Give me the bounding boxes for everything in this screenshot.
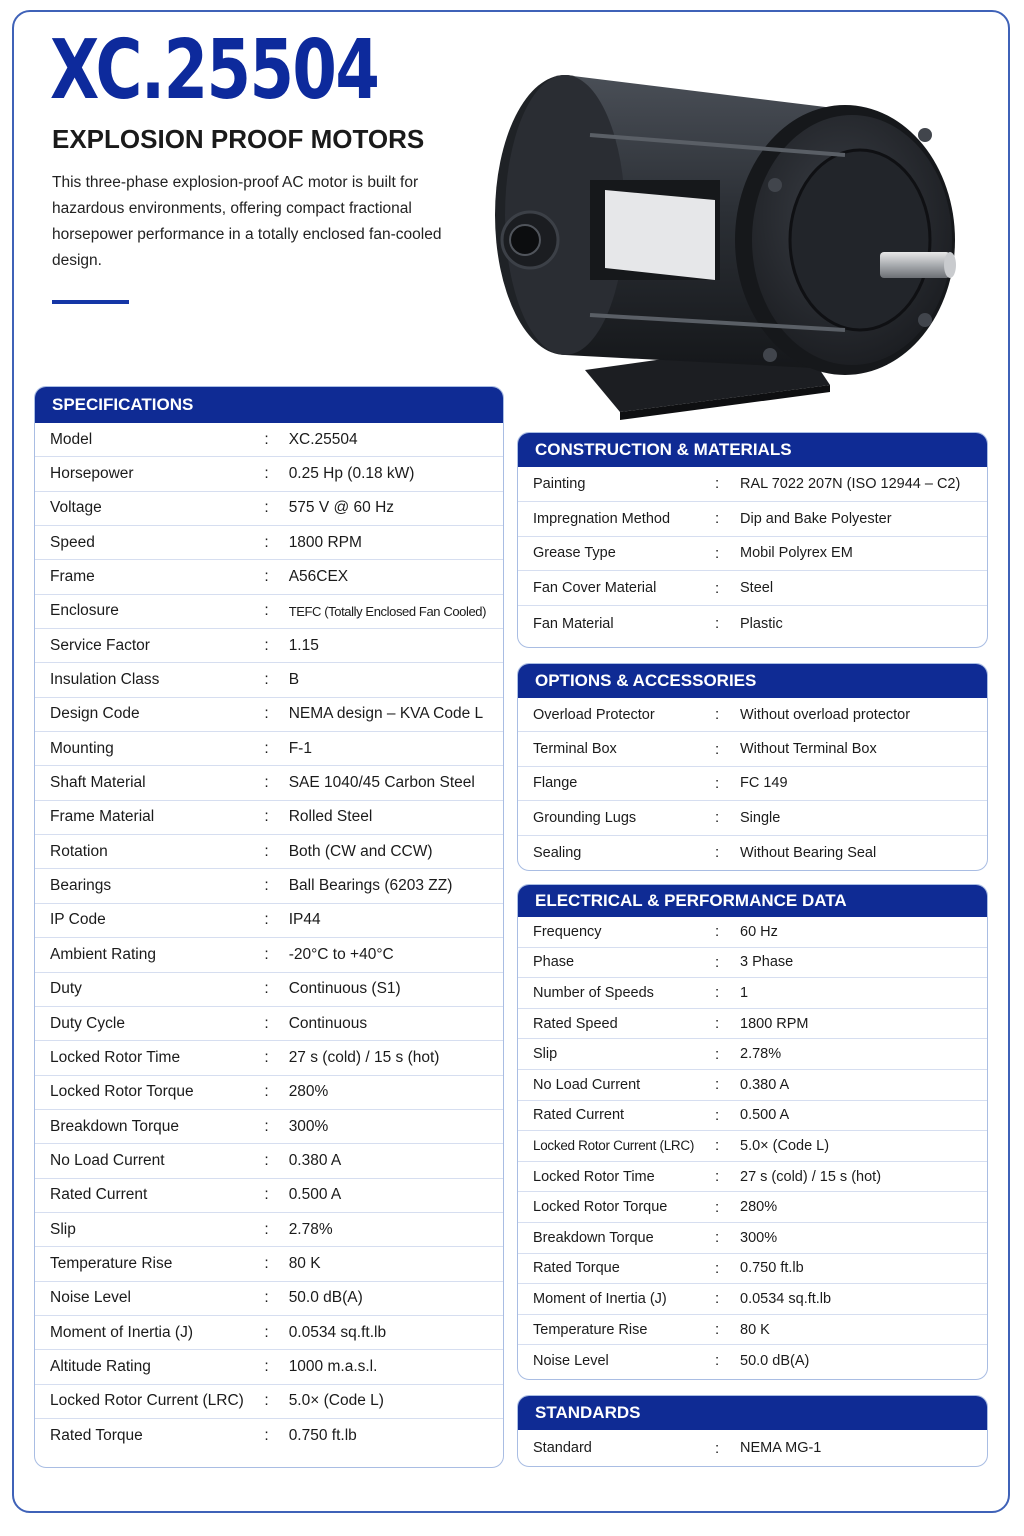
spec-value: 0.500 A xyxy=(740,1107,790,1124)
spec-value: 2.78% xyxy=(288,1220,333,1238)
spec-value: 27 s (cold) / 15 s (hot) xyxy=(740,1168,882,1185)
spec-value: 1 xyxy=(740,984,749,1001)
spec-row xyxy=(518,1284,987,1315)
spec-row xyxy=(35,1007,503,1041)
spec-label: Slip xyxy=(50,1220,76,1238)
standards-header: STANDARDS xyxy=(518,1396,987,1430)
spec-label: Fan Cover Material xyxy=(533,580,657,597)
spec-row xyxy=(35,1144,503,1178)
spec-value: 3 Phase xyxy=(740,954,794,971)
spec-value: 0.380 A xyxy=(288,1151,342,1169)
spec-label: Mounting xyxy=(50,739,114,757)
spec-row xyxy=(35,938,503,972)
spec-row xyxy=(35,423,503,457)
spec-row xyxy=(35,1213,503,1247)
separator-colon: : xyxy=(264,1357,269,1375)
spec-value: F-1 xyxy=(288,739,312,757)
spec-value: NEMA MG-1 xyxy=(740,1440,822,1456)
spec-value: 575 V @ 60 Hz xyxy=(288,499,395,517)
spec-label: Locked Rotor Torque xyxy=(50,1083,194,1101)
spec-label: Service Factor xyxy=(50,636,150,654)
separator-colon: : xyxy=(715,1439,720,1457)
spec-row xyxy=(35,663,503,697)
spec-value: 0.380 A xyxy=(740,1076,790,1093)
spec-label: Duty Cycle xyxy=(50,1014,125,1032)
spec-value: 0.750 ft.lb xyxy=(288,1427,357,1445)
spec-value: Without Bearing Seal xyxy=(740,844,877,861)
spec-row xyxy=(35,629,503,663)
spec-label: Rated Current xyxy=(533,1107,625,1124)
spec-row xyxy=(518,1315,987,1346)
spec-label: Moment of Inertia (J) xyxy=(50,1323,193,1341)
spec-row xyxy=(35,595,503,629)
spec-value: Both (CW and CCW) xyxy=(288,842,433,860)
electrical-rows xyxy=(518,917,987,1376)
spec-value: 280% xyxy=(740,1199,778,1216)
spec-row xyxy=(518,698,987,732)
spec-value: 0.0534 sq.ft.lb xyxy=(288,1323,387,1341)
standards-panel xyxy=(517,1395,988,1467)
spec-value: 60 Hz xyxy=(740,923,778,940)
spec-value: Plastic xyxy=(740,615,783,632)
separator-colon: : xyxy=(715,1352,720,1370)
spec-label: Terminal Box xyxy=(533,741,617,758)
spec-value: 0.25 Hp (0.18 kW) xyxy=(288,465,415,483)
spec-label: Locked Rotor Current (LRC) xyxy=(533,1138,695,1154)
spec-label: Model xyxy=(50,430,93,448)
separator-colon: : xyxy=(264,1083,269,1101)
spec-value: Single xyxy=(740,809,781,826)
spec-value: -20°C to +40°C xyxy=(288,945,394,963)
spec-value: Continuous (S1) xyxy=(288,980,401,998)
spec-label: Sealing xyxy=(533,844,582,861)
spec-value: XC.25504 xyxy=(288,430,358,448)
spec-label: Breakdown Torque xyxy=(50,1117,179,1135)
spec-row xyxy=(518,836,987,870)
spec-value: 80 K xyxy=(288,1254,321,1272)
spec-row xyxy=(518,1070,987,1101)
spec-row xyxy=(35,1076,503,1110)
electrical-panel xyxy=(517,884,988,1380)
separator-colon: : xyxy=(264,499,269,517)
spec-row xyxy=(518,767,987,801)
separator-colon: : xyxy=(264,1048,269,1066)
construction-rows xyxy=(518,467,987,641)
spec-row xyxy=(35,457,503,491)
spec-value: TEFC (Totally Enclosed Fan Cooled) xyxy=(288,603,487,619)
separator-colon: : xyxy=(264,1186,269,1204)
spec-row xyxy=(518,571,987,606)
separator-colon: : xyxy=(715,579,720,597)
spec-label: Shaft Material xyxy=(50,774,146,792)
separator-colon: : xyxy=(264,842,269,860)
spec-label: Painting xyxy=(533,475,586,492)
separator-colon: : xyxy=(264,1117,269,1135)
spec-row xyxy=(518,978,987,1009)
spec-value: Ball Bearings (6203 ZZ) xyxy=(288,877,453,895)
spec-row xyxy=(35,869,503,903)
spec-value: 27 s (cold) / 15 s (hot) xyxy=(288,1048,440,1066)
spec-value: B xyxy=(288,671,300,689)
spec-label: Breakdown Torque xyxy=(533,1229,654,1246)
spec-label: Overload Protector xyxy=(533,706,655,723)
spec-label: Fan Material xyxy=(533,615,614,632)
separator-colon: : xyxy=(715,1198,720,1216)
separator-colon: : xyxy=(264,1220,269,1238)
separator-colon: : xyxy=(715,1229,720,1247)
specifications-panel xyxy=(34,386,504,1468)
separator-colon: : xyxy=(715,809,720,827)
spec-row xyxy=(35,766,503,800)
separator-colon: : xyxy=(264,533,269,551)
spec-label: Frame xyxy=(50,568,95,586)
spec-row xyxy=(518,467,987,502)
separator-colon: : xyxy=(715,1045,720,1063)
separator-colon: : xyxy=(715,1106,720,1124)
spec-label: Rated Speed xyxy=(533,1015,618,1032)
product-description: This three-phase explosion-proof AC motor is built for hazardous environments, offering compact fractional horsepower performance in a totally enclosed fan-cooled design. xyxy=(52,174,442,269)
separator-colon: : xyxy=(715,953,720,971)
spec-row xyxy=(35,904,503,938)
spec-value: 0.0534 sq.ft.lb xyxy=(740,1290,832,1307)
separator-colon: : xyxy=(715,984,720,1002)
spec-label: Grounding Lugs xyxy=(533,809,637,826)
spec-value: 5.0× (Code L) xyxy=(740,1137,830,1154)
separator-colon: : xyxy=(264,1014,269,1032)
spec-value: 5.0× (Code L) xyxy=(288,1392,384,1410)
spec-label: Flange xyxy=(533,775,578,792)
spec-label: Phase xyxy=(533,954,575,971)
spec-value: 0.500 A xyxy=(288,1186,342,1204)
spec-label: Frequency xyxy=(533,923,602,940)
spec-label: Design Code xyxy=(50,705,140,723)
spec-row xyxy=(518,948,987,979)
spec-label: IP Code xyxy=(50,911,106,929)
spec-row xyxy=(518,1430,987,1466)
spec-row xyxy=(35,492,503,526)
spec-value: RAL 7022 207N (ISO 12944 – C2) xyxy=(740,475,961,492)
separator-colon: : xyxy=(715,1137,720,1155)
spec-label: No Load Current xyxy=(50,1151,165,1169)
spec-row xyxy=(35,1179,503,1213)
spec-row xyxy=(35,1110,503,1144)
separator-colon: : xyxy=(715,1168,720,1186)
separator-colon: : xyxy=(264,705,269,723)
separator-colon: : xyxy=(715,1259,720,1277)
standards-rows xyxy=(518,1430,987,1466)
spec-label: Horsepower xyxy=(50,465,134,483)
separator-colon: : xyxy=(715,923,720,941)
separator-colon: : xyxy=(264,465,269,483)
spec-row xyxy=(35,1350,503,1384)
spec-label: Rated Torque xyxy=(533,1260,620,1277)
spec-value: NEMA design – KVA Code L xyxy=(288,705,484,723)
separator-colon: : xyxy=(264,1427,269,1445)
electrical-header: ELECTRICAL & PERFORMANCE DATA xyxy=(518,885,987,917)
spec-row xyxy=(35,526,503,560)
spec-value: Steel xyxy=(740,580,774,597)
spec-label: Altitude Rating xyxy=(50,1357,151,1375)
separator-colon: : xyxy=(264,1254,269,1272)
spec-value: 0.750 ft.lb xyxy=(740,1260,804,1277)
spec-value: A56CEX xyxy=(288,568,349,586)
spec-label: Noise Level xyxy=(50,1289,131,1307)
spec-row xyxy=(518,502,987,537)
spec-row xyxy=(518,1101,987,1132)
spec-row xyxy=(518,1345,987,1376)
spec-row xyxy=(35,1041,503,1075)
spec-label: Grease Type xyxy=(533,545,616,562)
spec-value: 80 K xyxy=(740,1321,770,1338)
separator-colon: : xyxy=(715,740,720,758)
spec-value: 1800 RPM xyxy=(740,1015,809,1032)
spec-value: 280% xyxy=(288,1083,329,1101)
options-header: OPTIONS & ACCESSORIES xyxy=(518,664,987,698)
separator-colon: : xyxy=(264,877,269,895)
construction-panel xyxy=(517,432,988,648)
spec-row xyxy=(518,1162,987,1193)
spec-label: Moment of Inertia (J) xyxy=(533,1290,667,1307)
spec-row xyxy=(518,801,987,835)
separator-colon: : xyxy=(715,1076,720,1094)
separator-colon: : xyxy=(715,1290,720,1308)
spec-row xyxy=(518,606,987,641)
separator-colon: : xyxy=(264,774,269,792)
spec-label: Locked Rotor Time xyxy=(50,1048,181,1066)
spec-label: Insulation Class xyxy=(50,671,160,689)
spec-row xyxy=(35,1247,503,1281)
construction-header: CONSTRUCTION & MATERIALS xyxy=(518,433,987,467)
spec-label: Rotation xyxy=(50,842,108,860)
spec-row xyxy=(518,1039,987,1070)
accent-divider xyxy=(52,300,129,304)
spec-value: Without Terminal Box xyxy=(740,741,877,758)
spec-value: 1.15 xyxy=(288,636,319,654)
spec-label: Noise Level xyxy=(533,1352,609,1369)
spec-label: Number of Speeds xyxy=(533,984,654,1001)
separator-colon: : xyxy=(264,980,269,998)
spec-row xyxy=(518,1223,987,1254)
separator-colon: : xyxy=(715,844,720,862)
separator-colon: : xyxy=(264,602,269,620)
specifications-header: SPECIFICATIONS xyxy=(35,387,503,423)
spec-row xyxy=(35,835,503,869)
spec-row xyxy=(35,560,503,594)
spec-row xyxy=(518,1009,987,1040)
options-panel xyxy=(517,663,988,871)
spec-value: SAE 1040/45 Carbon Steel xyxy=(288,774,475,792)
spec-row xyxy=(35,973,503,1007)
spec-label: Enclosure xyxy=(50,602,119,620)
separator-colon: : xyxy=(264,430,269,448)
spec-value: FC 149 xyxy=(740,775,788,792)
spec-value: IP44 xyxy=(288,911,321,929)
spec-label: Frame Material xyxy=(50,808,155,826)
separator-colon: : xyxy=(715,615,720,633)
spec-row xyxy=(35,732,503,766)
motor-image xyxy=(470,40,990,420)
spec-row xyxy=(518,1131,987,1162)
spec-label: Impregnation Method xyxy=(533,510,671,527)
separator-colon: : xyxy=(715,706,720,724)
spec-value: 50.0 dB(A) xyxy=(740,1352,810,1369)
spec-row xyxy=(35,1282,503,1316)
separator-colon: : xyxy=(264,1151,269,1169)
separator-colon: : xyxy=(715,1015,720,1033)
spec-label: Rated Torque xyxy=(50,1427,143,1445)
spec-value: 300% xyxy=(288,1117,329,1135)
separator-colon: : xyxy=(264,739,269,757)
spec-row xyxy=(35,698,503,732)
spec-row xyxy=(518,1192,987,1223)
spec-label: Rated Current xyxy=(50,1186,148,1204)
spec-row xyxy=(518,537,987,572)
spec-label: Standard xyxy=(533,1440,592,1456)
spec-value: Dip and Bake Polyester xyxy=(740,510,892,527)
spec-row xyxy=(35,1385,503,1419)
spec-label: Ambient Rating xyxy=(50,945,156,963)
separator-colon: : xyxy=(264,1323,269,1341)
product-subtitle: EXPLOSION PROOF MOTORS xyxy=(52,124,425,154)
spec-row xyxy=(35,1419,503,1453)
spec-label: Voltage xyxy=(50,499,102,517)
spec-value: Mobil Polyrex EM xyxy=(740,545,853,562)
separator-colon: : xyxy=(264,1289,269,1307)
spec-value: Rolled Steel xyxy=(288,808,373,826)
spec-label: Duty xyxy=(50,980,82,998)
spec-value: 2.78% xyxy=(740,1046,782,1063)
separator-colon: : xyxy=(715,1321,720,1339)
specifications-rows xyxy=(35,423,503,1453)
spec-value: 300% xyxy=(740,1229,778,1246)
separator-colon: : xyxy=(264,671,269,689)
spec-label: Slip xyxy=(533,1046,558,1063)
spec-label: Bearings xyxy=(50,877,112,895)
separator-colon: : xyxy=(715,510,720,528)
separator-colon: : xyxy=(715,475,720,493)
spec-label: Temperature Rise xyxy=(50,1254,173,1272)
spec-row xyxy=(518,917,987,948)
spec-row xyxy=(35,801,503,835)
spec-value: Continuous xyxy=(288,1014,368,1032)
spec-label: Locked Rotor Time xyxy=(533,1168,655,1185)
separator-colon: : xyxy=(264,568,269,586)
model-title: XC.25504 xyxy=(50,23,379,118)
spec-row xyxy=(35,1316,503,1350)
separator-colon: : xyxy=(715,774,720,792)
spec-row xyxy=(518,732,987,766)
spec-value: 50.0 dB(A) xyxy=(288,1289,363,1307)
spec-label: No Load Current xyxy=(533,1076,641,1093)
options-rows xyxy=(518,698,987,870)
separator-colon: : xyxy=(264,1392,269,1410)
separator-colon: : xyxy=(264,636,269,654)
spec-row xyxy=(518,1254,987,1285)
spec-value: Without overload protector xyxy=(740,706,911,723)
spec-label: Speed xyxy=(50,533,95,551)
separator-colon: : xyxy=(264,945,269,963)
spec-label: Locked Rotor Current (LRC) xyxy=(50,1392,244,1410)
spec-value: 1800 RPM xyxy=(288,533,362,551)
separator-colon: : xyxy=(715,544,720,562)
separator-colon: : xyxy=(264,808,269,826)
spec-label: Locked Rotor Torque xyxy=(533,1199,668,1216)
spec-value: 1000 m.a.s.l. xyxy=(288,1357,378,1375)
spec-label: Temperature Rise xyxy=(533,1321,648,1338)
separator-colon: : xyxy=(264,911,269,929)
